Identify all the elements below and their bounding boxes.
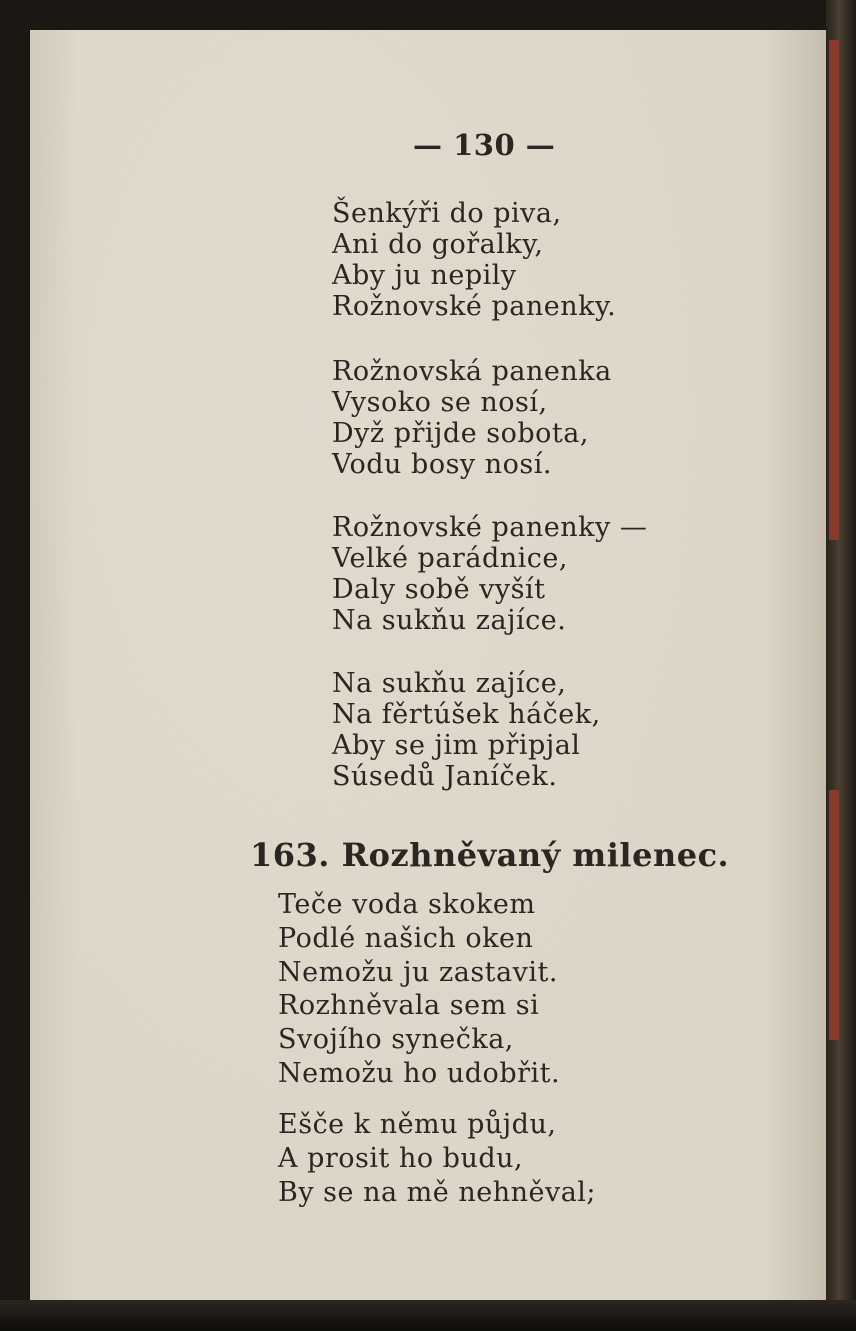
verse-line: Nemožu ju zastavit.	[278, 956, 558, 988]
verse-line: Velké parádnice,	[332, 543, 568, 574]
verse-line: By se na mě nehněval;	[278, 1176, 597, 1208]
verse-line: Súsedů Janíček.	[332, 761, 558, 792]
verse-line: Ani do gořalky,	[332, 229, 544, 260]
stanza	[332, 668, 601, 792]
gutter-mark	[829, 790, 839, 1040]
verse-line: Dyž přijde sobota,	[332, 418, 589, 449]
gutter-mark	[829, 40, 839, 540]
verse-line: Aby ju nepily	[332, 260, 517, 291]
stanza	[332, 512, 647, 636]
verse-line: Teče voda skokem	[278, 889, 536, 920]
song-heading: 163. Rozhněvaný milenec.	[250, 836, 730, 874]
verse-line: Rozhněvala sem si	[278, 990, 540, 1022]
stanza	[278, 888, 560, 1091]
stanza	[332, 356, 612, 480]
stanza	[332, 198, 616, 322]
verse-line: Nemožu ho udobřit.	[278, 1057, 561, 1089]
verse-line: Na sukňu zajíce,	[332, 668, 567, 699]
verse-line: Podlé našich oken	[278, 922, 534, 954]
verse-line: Svojího synečka,	[278, 1024, 514, 1056]
verse-line: Ešče k němu půjdu,	[278, 1109, 557, 1140]
verse-line: Na fěrtúšek háček,	[332, 699, 601, 730]
verse-line: Šenkýři do piva,	[332, 198, 562, 229]
verse-line: Aby se jim připjal	[332, 730, 581, 761]
verse-line: Daly sobě vyšít	[332, 574, 546, 605]
stanza	[278, 1108, 596, 1209]
verse-line: Vysoko se nosí,	[332, 387, 548, 418]
verse-line: Na sukňu zajíce.	[332, 605, 567, 636]
page-edge-shadow	[0, 1300, 856, 1331]
verse-line: Rožnovská panenka	[332, 356, 612, 387]
verse-line: Rožnovské panenky —	[332, 512, 648, 543]
verse-line: Vodu bosy nosí.	[332, 449, 552, 480]
verse-line: Rožnovské panenky.	[332, 291, 617, 322]
verse-line: A prosit ho budu,	[278, 1142, 524, 1174]
page-number: — 130 —	[413, 128, 556, 162]
